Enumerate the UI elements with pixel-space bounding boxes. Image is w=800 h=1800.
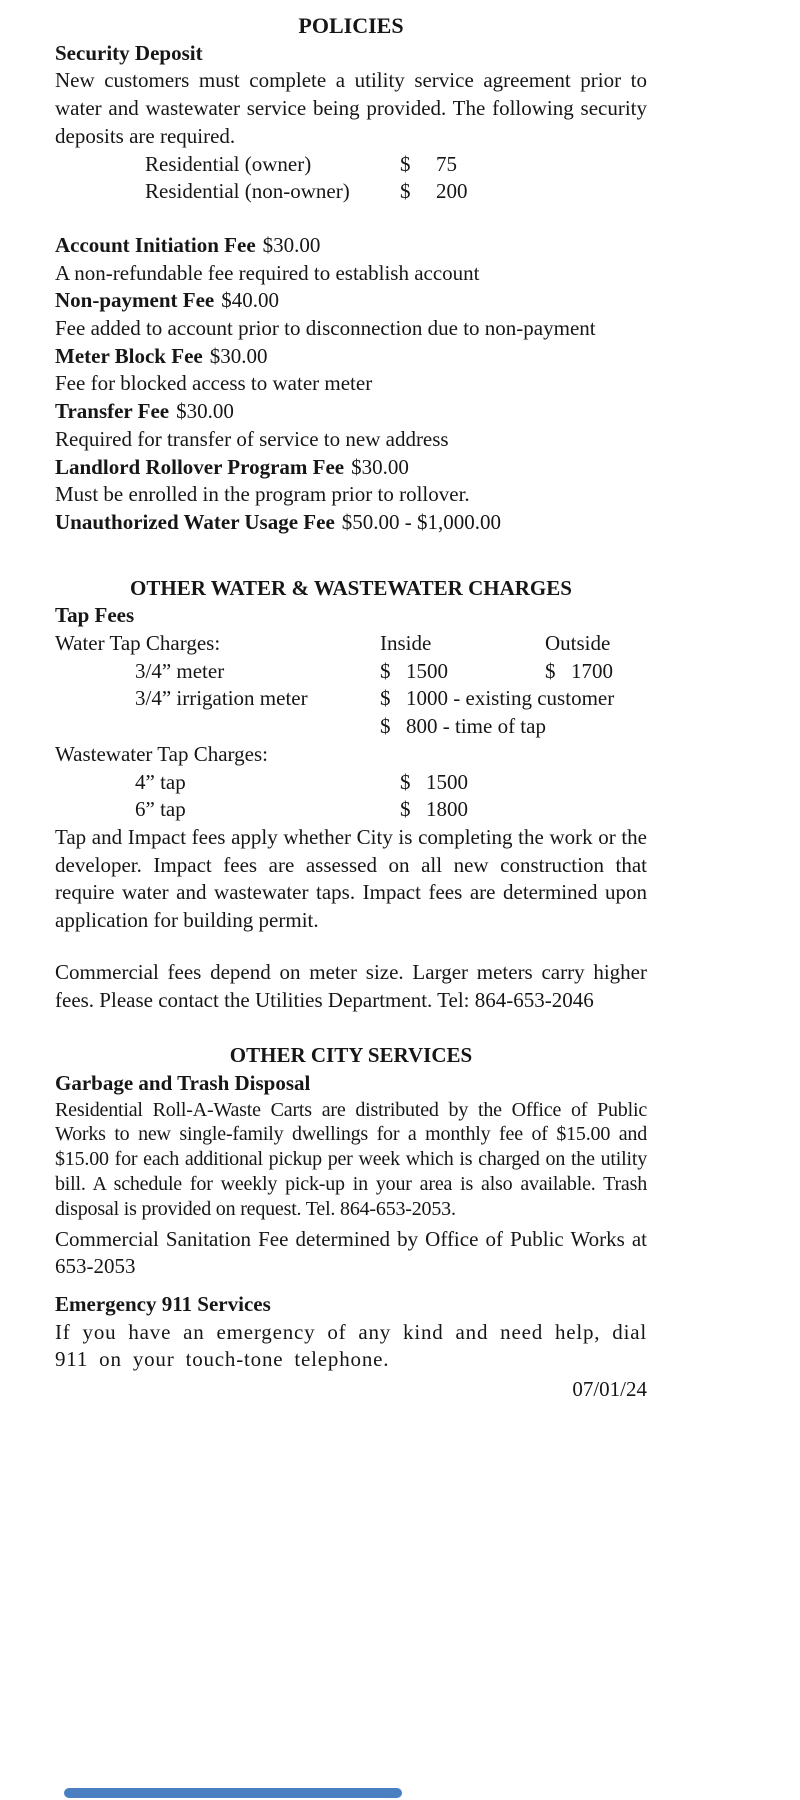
- security-deposit-heading: Security Deposit: [55, 40, 203, 65]
- fee-line: [55, 509, 647, 537]
- tap-amount: 1700: [571, 658, 613, 683]
- security-deposit-body: New customers must complete a utility service agreement prior to water and wastewater service being provided. The following security deposits are required.: [55, 68, 647, 148]
- currency-symbol: $: [380, 658, 391, 683]
- fee-value: $30.00: [351, 454, 409, 479]
- page-title: POLICIES: [298, 13, 404, 38]
- fee-line: [55, 454, 647, 482]
- fee-description: Fee added to account prior to disconnection due to non-payment: [55, 316, 596, 341]
- tap-row-label: 6” tap: [135, 797, 186, 822]
- other-charges-heading: OTHER WATER & WASTEWATER CHARGES: [130, 575, 572, 600]
- fee-line: [55, 232, 647, 260]
- impact-fees-note: Tap and Impact fees apply whether City is completing the work or the developer. Impact fees are assessed on all new construction that require water and wastewater taps. Impact fees are determined upon application for building permit.: [55, 824, 647, 933]
- fee-line: [55, 398, 647, 426]
- fee-line: [55, 287, 647, 315]
- tap-amount: 1000 - existing customer: [406, 686, 615, 711]
- policies-page: [55, 12, 647, 1404]
- deposit-label: Residential (owner): [145, 151, 312, 176]
- currency-symbol: $: [400, 797, 411, 822]
- fee-value: $30.00: [262, 232, 321, 257]
- currency-symbol: $: [380, 714, 391, 739]
- fee-label: Account Initiation Fee: [55, 232, 256, 257]
- currency-symbol: $: [400, 769, 411, 794]
- column-header-outside: Outside: [545, 631, 611, 656]
- fee-list: [55, 232, 647, 537]
- fee-label: Transfer Fee: [55, 399, 170, 424]
- tap-row-label: 4” tap: [135, 769, 186, 794]
- fee-description: A non-refundable fee required to establish account: [55, 260, 480, 285]
- deposit-row-owner: [145, 151, 647, 179]
- garbage-body: Residential Roll-A-Waste Carts are distributed by the Office of Public Works to new single-family dwellings for a monthly fee of $15.00 and $15.00 for each additional pickup per week which is charged on the utility bill. A schedule for weekly pick-up in your area is also available. Trash disposal is provided on request. Tel. 864-653-2053.: [55, 1098, 647, 1220]
- fee-label: Unauthorized Water Usage Fee: [55, 509, 335, 534]
- fee-description: Fee for blocked access to water meter: [55, 371, 373, 396]
- tap-row-inside: [380, 685, 615, 713]
- garbage-heading: Garbage and Trash Disposal: [55, 1070, 311, 1095]
- currency-symbol: $: [400, 179, 411, 204]
- wastewater-tap-header-row: [55, 741, 647, 769]
- water-tap-row: [55, 685, 647, 713]
- other-city-services-heading: OTHER CITY SERVICES: [229, 1043, 473, 1068]
- wastewater-tap-row: [55, 796, 647, 824]
- fee-description: Required for transfer of service to new address: [55, 426, 449, 451]
- tap-row-label: 3/4” irrigation meter: [135, 686, 308, 711]
- footer-accent-bar: [64, 1788, 402, 1798]
- tap-row-label: [55, 713, 380, 741]
- revision-date: 07/01/24: [572, 1377, 647, 1402]
- fee-value: $50.00 - $1,000.00: [341, 509, 502, 534]
- water-tap-row: [55, 713, 647, 741]
- deposit-amount: 200: [436, 179, 468, 204]
- water-tap-label: Water Tap Charges:: [55, 631, 221, 656]
- wastewater-tap-label: Wastewater Tap Charges:: [55, 741, 268, 766]
- fee-line: [55, 343, 647, 371]
- fee-value: $30.00: [176, 399, 234, 424]
- currency-symbol: $: [380, 686, 391, 711]
- tap-row-label: 3/4” meter: [135, 658, 225, 683]
- fee-label: Meter Block Fee: [55, 343, 203, 368]
- fee-value: $30.00: [209, 343, 268, 368]
- tap-amount: 1500: [426, 769, 468, 794]
- emergency-911-heading: Emergency 911 Services: [55, 1292, 271, 1316]
- commercial-fees-note: Commercial fees depend on meter size. Larger meters carry higher fees. Please contact the Utilities Department. Tel: 864-653-2046: [55, 959, 647, 1012]
- emergency-911-body: If you have an emergency of any kind and need help, dial 911 on your touch-tone telephone.: [55, 1319, 647, 1372]
- fee-label: Landlord Rollover Program Fee: [55, 454, 345, 479]
- tap-row-outside: [545, 658, 647, 686]
- currency-symbol: $: [400, 151, 411, 176]
- column-header-inside: Inside: [380, 631, 432, 656]
- tap-row-amount: [400, 769, 468, 797]
- fee-label: Non-payment Fee: [55, 288, 215, 313]
- tap-row-outside: [545, 713, 647, 741]
- tap-row-outside: [545, 685, 647, 713]
- fee-description: Must be enrolled in the program prior to rollover.: [55, 482, 470, 507]
- tap-amount: 800 - time of tap: [406, 714, 546, 739]
- deposit-amount: 75: [436, 151, 457, 176]
- tap-amount: 1800: [426, 797, 468, 822]
- deposit-row-non-owner: [145, 178, 647, 206]
- tap-row-inside: [380, 658, 545, 686]
- fee-value: $40.00: [221, 288, 279, 313]
- currency-symbol: $: [545, 658, 556, 683]
- commercial-sanitation-note: Commercial Sanitation Fee determined by Office of Public Works at 653-2053: [55, 1226, 647, 1279]
- deposit-label: Residential (non-owner): [145, 179, 350, 204]
- water-tap-header-row: [55, 630, 647, 658]
- wastewater-tap-row: [55, 769, 647, 797]
- tap-amount: 1500: [406, 658, 448, 683]
- tap-row-amount: [400, 796, 468, 824]
- tap-fees-heading: Tap Fees: [55, 603, 135, 628]
- water-tap-row: [55, 658, 647, 686]
- tap-row-inside: [380, 713, 545, 741]
